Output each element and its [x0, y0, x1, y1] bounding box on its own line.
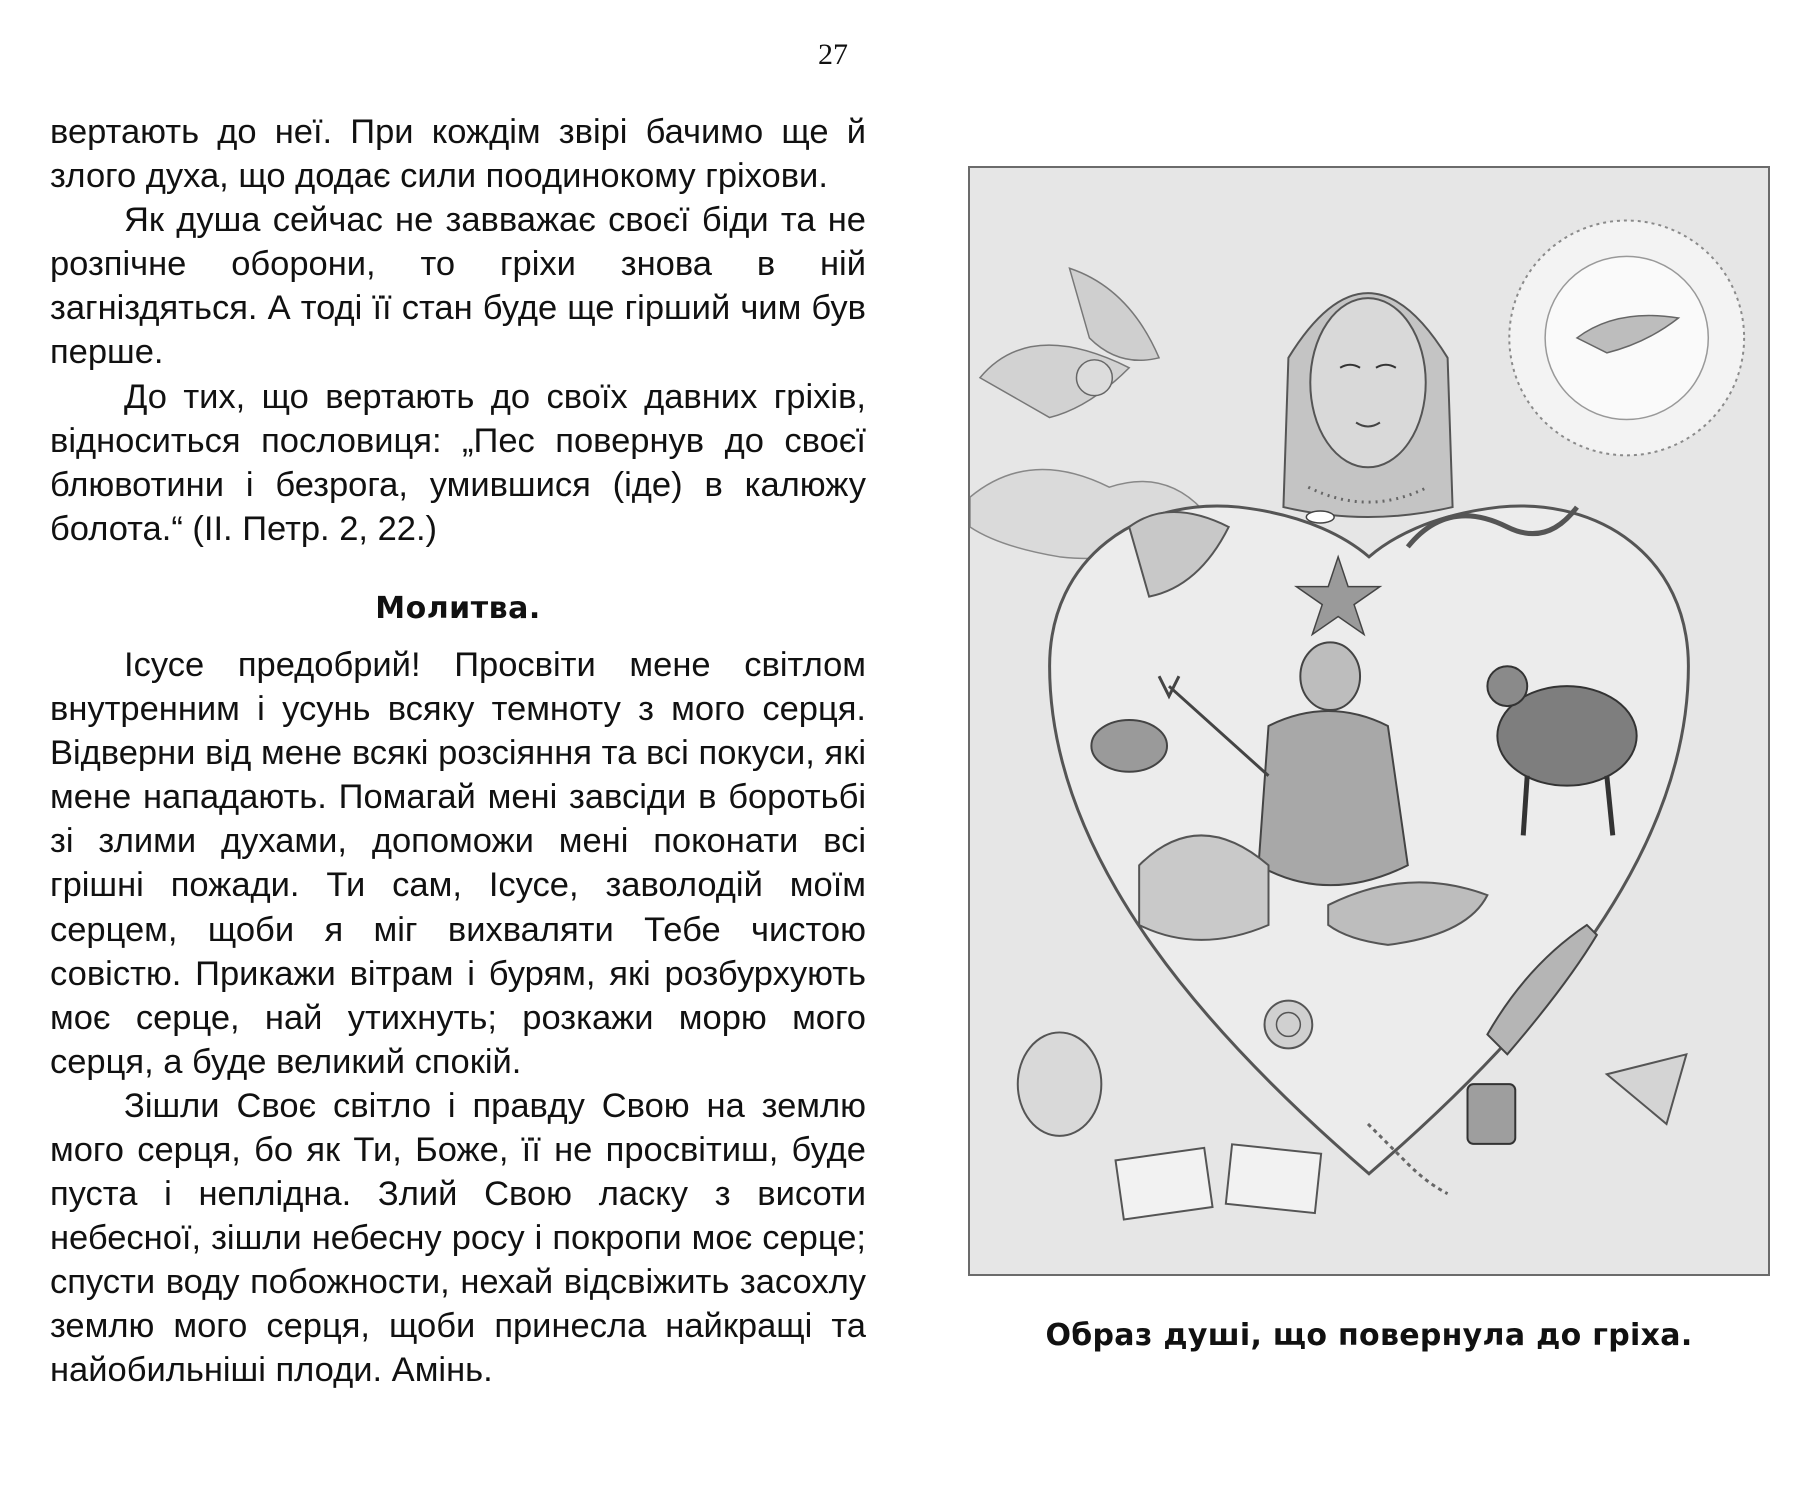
radiant-dove-icon: [1509, 221, 1744, 456]
fan-icon: [1607, 1054, 1687, 1124]
prayer-paragraph-1: Ісусе предобрий! Просвіти мене світлом внутренним і усунь всяку темноту з мого серця. Відверни від мене всякі розсіяння та всі покуси, які мене нападають. Помагай мені завсіди в боротьбі зі злими духами, допоможи мені поконати всі грішні пожади. Ти сам, Ісусе, заволодій моїм серцем, щоби я міг вихваляти Тебе чистою совістю. Прикажи вітрам і бурям, які розбурхують моє серце, най утихнуть; розкажи морю мого серця, а буде великий спокій.: [50, 645, 866, 1081]
illustration-svg: [970, 168, 1768, 1274]
toad-icon: [1091, 720, 1167, 772]
prayer-paragraph-2: Зішли Своє світло і правду Свою на землю мого серця, бо як Ти, Боже, її не просвітиш, буде пуста і неплідна. Злий Свою ласку з висоти небесної, зішли небесну росу і покропи моє серце; спусти воду побожности, нехай відсвіжить засохлу землю мого серця, щоби принесла найкращі та найобильніші плоди. Амінь.: [50, 1086, 866, 1390]
text-column: [50, 110, 866, 1393]
body-paragraph-3: До тих, що вертають до своїх давних гріхів, відноситься пословиця: „Пес повернув до своєї блювотини і безрога, умившися (іде) в калюжу болота.“ (ІІ. Петр. 2, 22.): [50, 377, 866, 548]
body-paragraph-1: вертають до неї. При кождім звірі бачимо ще й злого духа, що додає сили поодинокому гріхови.: [50, 113, 866, 196]
prayer-heading: Молитва.: [375, 590, 541, 626]
snail-icon: [1265, 1001, 1313, 1049]
body-paragraph-2: Як душа сейчас не завважає своєї біди та не розпічне оборони, то гріхи знова в ній загніздяться. А тоді її стан буде ще гірший чим був перше.: [50, 201, 866, 372]
soul-figure-icon: [1283, 293, 1452, 517]
lion-icon: [1139, 835, 1268, 939]
heart-illustration: [968, 166, 1770, 1276]
jar-icon: [1468, 1084, 1516, 1144]
eye-icon: [1306, 511, 1334, 523]
page-number: 27: [818, 38, 848, 71]
medallion-icon: [1018, 1032, 1102, 1135]
figure-caption: Образ душі, що повернула до гріха.: [1045, 1318, 1693, 1353]
playing-cards-icon: [1116, 1144, 1322, 1219]
